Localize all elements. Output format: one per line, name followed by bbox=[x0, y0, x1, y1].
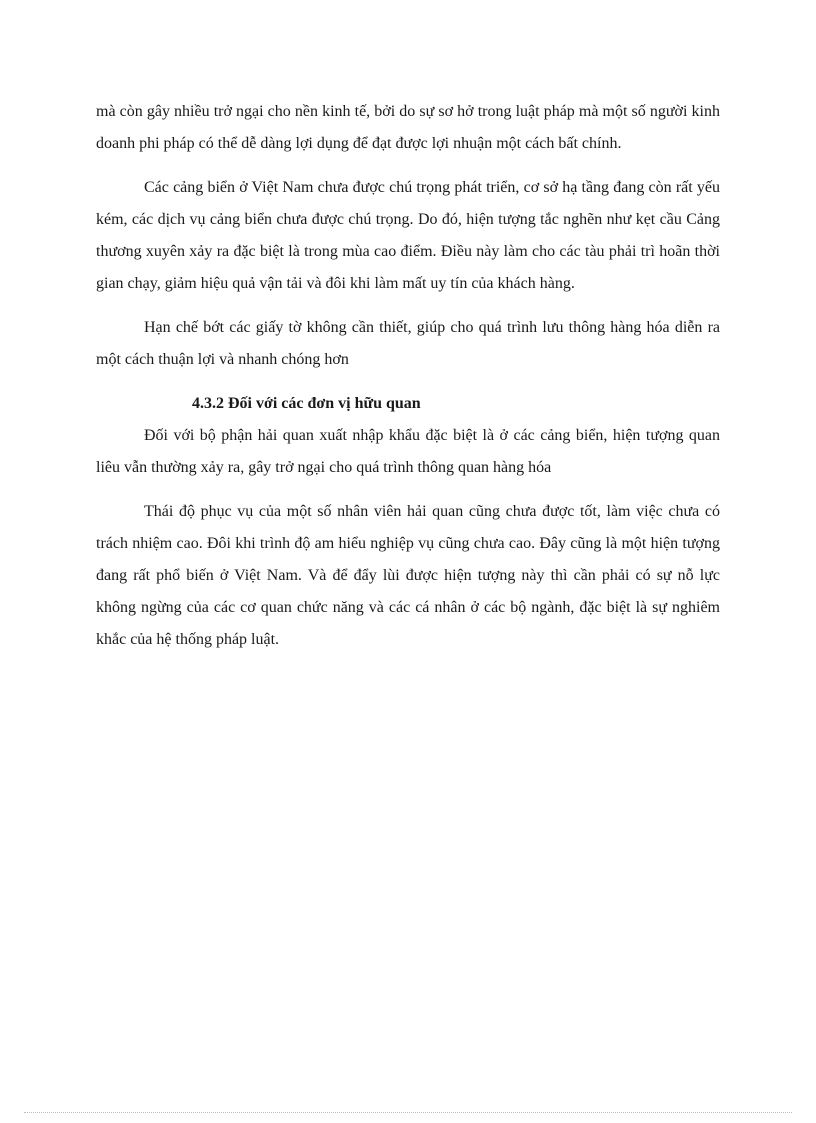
document-body bbox=[96, 96, 720, 668]
page-bottom-border bbox=[24, 1112, 792, 1113]
paragraph-customs: Đối với bộ phận hải quan xuất nhập khẩu đặc biệt là ở các cảng biển, hiện tượng quan liêu vẫn thường xảy ra, gây trở ngại cho quá trình thông quan hàng hóa bbox=[96, 427, 720, 476]
paragraph-continuation: mà còn gây nhiều trở ngại cho nền kinh tế, bởi do sự sơ hở trong luật pháp mà một số người kinh doanh phi pháp có thể dễ dàng lợi dụng để đạt được lợi nhuận một cách bất chính. bbox=[96, 103, 720, 152]
section-heading: 4.3.2 Đối với các đơn vị hữu quan bbox=[192, 395, 421, 412]
paragraph-paperwork: Hạn chế bớt các giấy tờ không cần thiết, giúp cho quá trình lưu thông hàng hóa diễn ra một cách thuận lợi và nhanh chóng hơn bbox=[96, 319, 720, 368]
paragraph-ports: Các cảng biển ở Việt Nam chưa được chú trọng phát triển, cơ sở hạ tầng đang còn rất yếu kém, các dịch vụ cảng biển chưa được chú trọng. Do đó, hiện tượng tắc nghẽn như kẹt cầu Cảng thương xuyên xảy ra đặc biệt là trong mùa cao điểm. Điều này làm cho các tàu phải trì hoãn thời gian chạy, giảm hiệu quả vận tải và đôi khi làm mất uy tín của khách hàng. bbox=[96, 179, 720, 292]
paragraph-attitude: Thái độ phục vụ của một số nhân viên hải quan cũng chưa được tốt, làm việc chưa có trách nhiệm cao. Đôi khi trình độ am hiểu nghiệp vụ cũng chưa cao. Đây cũng là một hiện tượng đang rất phổ biến ở Việt Nam. Và để đẩy lùi được hiện tượng này thì cần phải có sự nỗ lực không ngừng của các cơ quan chức năng và các cá nhân ở các bộ ngành, đặc biệt là sự nghiêm khắc của hệ thống pháp luật. bbox=[96, 503, 720, 648]
